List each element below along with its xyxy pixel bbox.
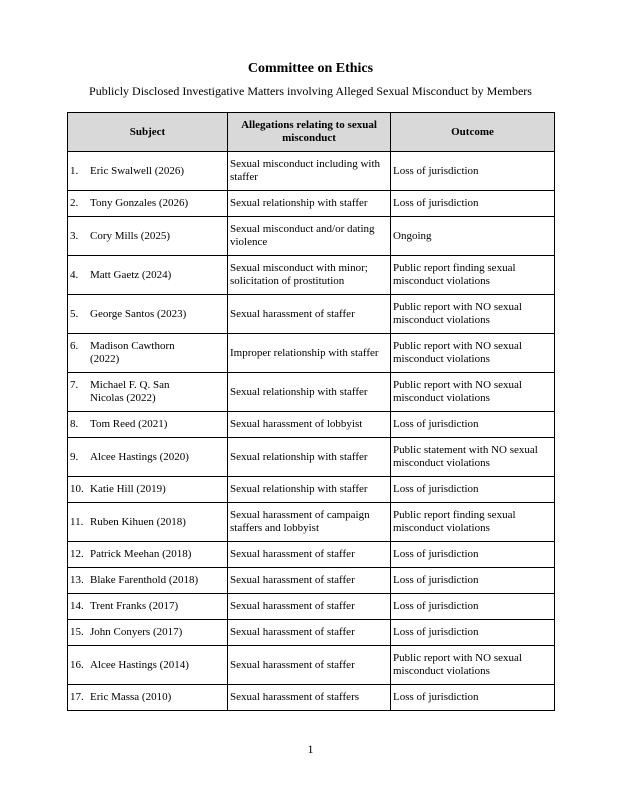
cell-outcome: Loss of jurisdiction (391, 152, 555, 191)
cell-subject (68, 542, 228, 568)
subject-name: Eric Swalwell (2026) (90, 164, 185, 177)
cell-allegation: Sexual harassment of staffer (228, 594, 391, 620)
subject-name: Trent Franks (2017) (90, 600, 179, 612)
row-number: 4. (70, 268, 79, 281)
cell-subject (68, 152, 228, 191)
row-number: 2. (70, 197, 79, 209)
row-number: 1. (70, 164, 79, 177)
row-number: 14. (70, 600, 84, 612)
cell-outcome: Public statement with NO sexual misconduct violations (391, 438, 555, 477)
subject-name: Eric Massa (2010) (90, 691, 172, 703)
cell-subject (68, 685, 228, 711)
cell-outcome: Loss of jurisdiction (391, 594, 555, 620)
cell-outcome: Public report with NO sexual misconduct violations (391, 295, 555, 334)
cell-subject (68, 217, 228, 256)
cell-allegation: Improper relationship with staffer (228, 334, 391, 373)
cell-outcome: Loss of jurisdiction (391, 477, 555, 503)
cell-allegation: Sexual harassment of staffer (228, 620, 391, 646)
cell-outcome: Public report with NO sexual misconduct violations (391, 373, 555, 412)
subject-name: Tom Reed (2021) (90, 418, 168, 430)
row-number: 6. (70, 340, 79, 352)
subject-name: Blake Farenthold (2018) (90, 574, 199, 586)
cell-subject (68, 438, 228, 477)
page-number: 1 (307, 742, 314, 756)
subject-name: Alcee Hastings (2014) (90, 658, 189, 671)
row-number: 11. (70, 515, 84, 528)
row-number: 7. (70, 379, 79, 391)
table-row (68, 594, 555, 620)
row-number: 17. (70, 691, 84, 703)
cell-subject (68, 295, 228, 334)
subject-name: Katie Hill (2019) (90, 483, 166, 495)
cell-allegation: Sexual misconduct with minor; solicitation of prostitution (228, 256, 391, 295)
cell-allegation: Sexual harassment of staffer (228, 542, 391, 568)
header-row (68, 113, 555, 152)
table-row (68, 191, 555, 217)
cell-outcome: Loss of jurisdiction (391, 568, 555, 594)
subject-name: Cory Mills (2025) (90, 229, 171, 242)
table-row (68, 620, 555, 646)
document-title: Committee on Ethics (247, 61, 374, 76)
cell-subject (68, 256, 228, 295)
cell-allegation: Sexual harassment of lobbyist (228, 412, 391, 438)
table-row (68, 217, 555, 256)
row-number: 15. (70, 626, 84, 638)
investigations-table (67, 112, 555, 711)
table-row (68, 373, 555, 412)
table-row (68, 412, 555, 438)
table-row (68, 503, 555, 542)
cell-allegation: Sexual misconduct and/or dating violence (228, 217, 391, 256)
cell-outcome: Public report finding sexual misconduct violations (391, 503, 555, 542)
subject-name: Michael F. Q. San Nicolas (2022) (90, 379, 170, 404)
cell-outcome: Ongoing (391, 217, 555, 256)
cell-subject (68, 646, 228, 685)
row-number: 9. (70, 450, 79, 463)
cell-subject (68, 334, 228, 373)
cell-allegation: Sexual harassment of campaign staffers and lobbyist (228, 503, 391, 542)
subject-name: George Santos (2023) (90, 307, 187, 320)
table-row (68, 685, 555, 711)
cell-outcome: Public report with NO sexual misconduct violations (391, 646, 555, 685)
cell-subject (68, 412, 228, 438)
cell-outcome: Loss of jurisdiction (391, 412, 555, 438)
cell-allegation: Sexual relationship with staffer (228, 191, 391, 217)
table-row (68, 256, 555, 295)
subject-name: Alcee Hastings (2020) (90, 450, 189, 463)
table-row (68, 438, 555, 477)
cell-allegation: Sexual harassment of staffer (228, 295, 391, 334)
table-row (68, 295, 555, 334)
header-subject: Subject (68, 113, 228, 152)
row-number: 13. (70, 574, 84, 586)
cell-allegation: Sexual harassment of staffer (228, 646, 391, 685)
cell-outcome: Loss of jurisdiction (391, 685, 555, 711)
subject-name: Ruben Kihuen (2018) (90, 515, 186, 528)
cell-subject (68, 503, 228, 542)
table-body (68, 152, 555, 711)
cell-subject (68, 594, 228, 620)
table-header (68, 113, 555, 152)
row-number: 3. (70, 229, 79, 242)
cell-allegation: Sexual relationship with staffer (228, 438, 391, 477)
cell-subject (68, 191, 228, 217)
header-allegations: Allegations relating to sexual misconduct (228, 113, 391, 152)
table-row (68, 568, 555, 594)
cell-allegation: Sexual harassment of staffers (228, 685, 391, 711)
subject-name: John Conyers (2017) (90, 626, 183, 638)
cell-subject (68, 477, 228, 503)
cell-allegation: Sexual relationship with staffer (228, 373, 391, 412)
document-subtitle: Publicly Disclosed Investigative Matters involving Alleged Sexual Misconduct by Members (89, 84, 532, 98)
cell-outcome: Loss of jurisdiction (391, 542, 555, 568)
table-row (68, 542, 555, 568)
cell-allegation: Sexual misconduct including with staffer (228, 152, 391, 191)
subject-name: Matt Gaetz (2024) (90, 268, 172, 281)
subject-name: Tony Gonzales (2026) (90, 197, 189, 209)
subject-name: Patrick Meehan (2018) (90, 548, 192, 560)
cell-subject (68, 568, 228, 594)
cell-outcome: Public report with NO sexual misconduct violations (391, 334, 555, 373)
cell-outcome: Loss of jurisdiction (391, 620, 555, 646)
row-number: 10. (70, 483, 84, 495)
cell-subject (68, 373, 228, 412)
row-number: 16. (70, 658, 84, 671)
cell-outcome: Public report finding sexual misconduct violations (391, 256, 555, 295)
row-number: 12. (70, 548, 84, 560)
header-outcome: Outcome (391, 113, 555, 152)
row-number: 5. (70, 307, 79, 320)
table-row (68, 477, 555, 503)
cell-allegation: Sexual harassment of staffer (228, 568, 391, 594)
row-number: 8. (70, 418, 79, 430)
table-row (68, 334, 555, 373)
cell-allegation: Sexual relationship with staffer (228, 477, 391, 503)
cell-outcome: Loss of jurisdiction (391, 191, 555, 217)
cell-subject (68, 620, 228, 646)
table-row (68, 152, 555, 191)
table-row (68, 646, 555, 685)
subject-name: Madison Cawthorn (2022) (90, 340, 175, 365)
